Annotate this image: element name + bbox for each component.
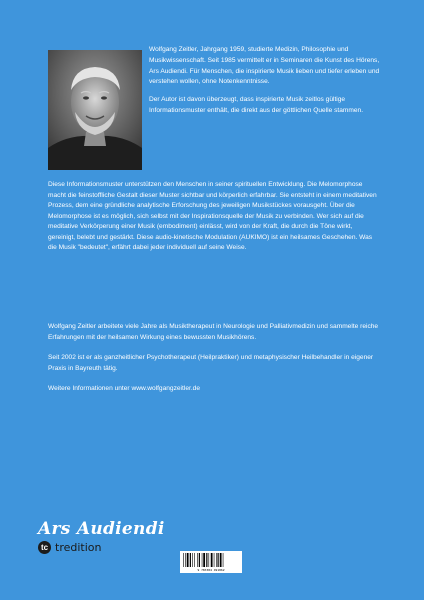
tredition-icon: tc [38, 541, 51, 554]
author-photo [48, 50, 142, 170]
website-paragraph: Weitere Informationen unter www.wolfgangzeitler.de [48, 385, 200, 392]
career-paragraph: Wolfgang Zeitler arbeitete viele Jahre als Musiktherapeut in Neurologie und Palliativmedizin und sammelte reiche Erfahrungen mit der heilsamen Wirkung eines bewussten Musikhörens. [48, 323, 379, 341]
publisher-logo [38, 541, 101, 554]
bio-paragraph-2: Der Autor ist davon überzeugt, dass inspirierte Musik zeitlos gültige Informationsmuster enthält, die direkt aus der göttlichen Quelle stammen. [149, 96, 364, 114]
ars-audiendi-logo: Ars Audiendi [38, 519, 165, 539]
barcode-digits: 9 783384 491862 [197, 568, 225, 572]
practice-paragraph: Seit 2002 ist er als ganzheitlicher Psychotherapeut (Heilpraktiker) und metaphysischer Heilbehandler in eigener Praxis in Bayreuth tätig. [48, 354, 374, 372]
main-description [48, 180, 381, 254]
author-portrait-image [48, 50, 142, 170]
isbn-barcode [180, 551, 242, 573]
bio-paragraph-1: Wolfgang Zeitler, Jahrgang 1959, studierte Medizin, Philosophie und Musikwissenschaft. Seit 1985 vermittelt er in Seminaren die Kunst des Hörens, Ars Audiendi. Für Menschen, die inspirierte Musik lieben und tiefer erleben und verstehen wollen, ohne Notenkenntnisse. [149, 46, 380, 86]
author-details [48, 322, 381, 405]
main-paragraph: Diese Informationsmuster unterstützen den Menschen in seiner spirituellen Entwicklung. Die Melomorphose macht die feinstoffliche Gestalt dieser Muster sichtbar und körperlich erfahrbar. Sie entsteht in einem meditativen Prozess, dem eine gründliche analytische Erforschung des jeweiligen Musikstückes vorausgeht. Über die Melomorphose ist es möglich, sich selbst mit der Inspirationsquelle der Musik zu verbinden. Wer sich auf die meditative Verkörperung einer Musik (embodiment) einlässt, wird von der Kraft, die durch die Töne wirkt, gereinigt, belebt und gestärkt. Diese audio-kinetische Modulation (AUKIMO) ist ein heilsames Geschehen. Was die Musik "bedeutet", erfährt dabei jeder individuell auf seine Weise. [48, 181, 377, 251]
publisher-name: tredition [55, 541, 102, 554]
barcode-bars [180, 551, 242, 568]
author-bio [149, 45, 381, 124]
